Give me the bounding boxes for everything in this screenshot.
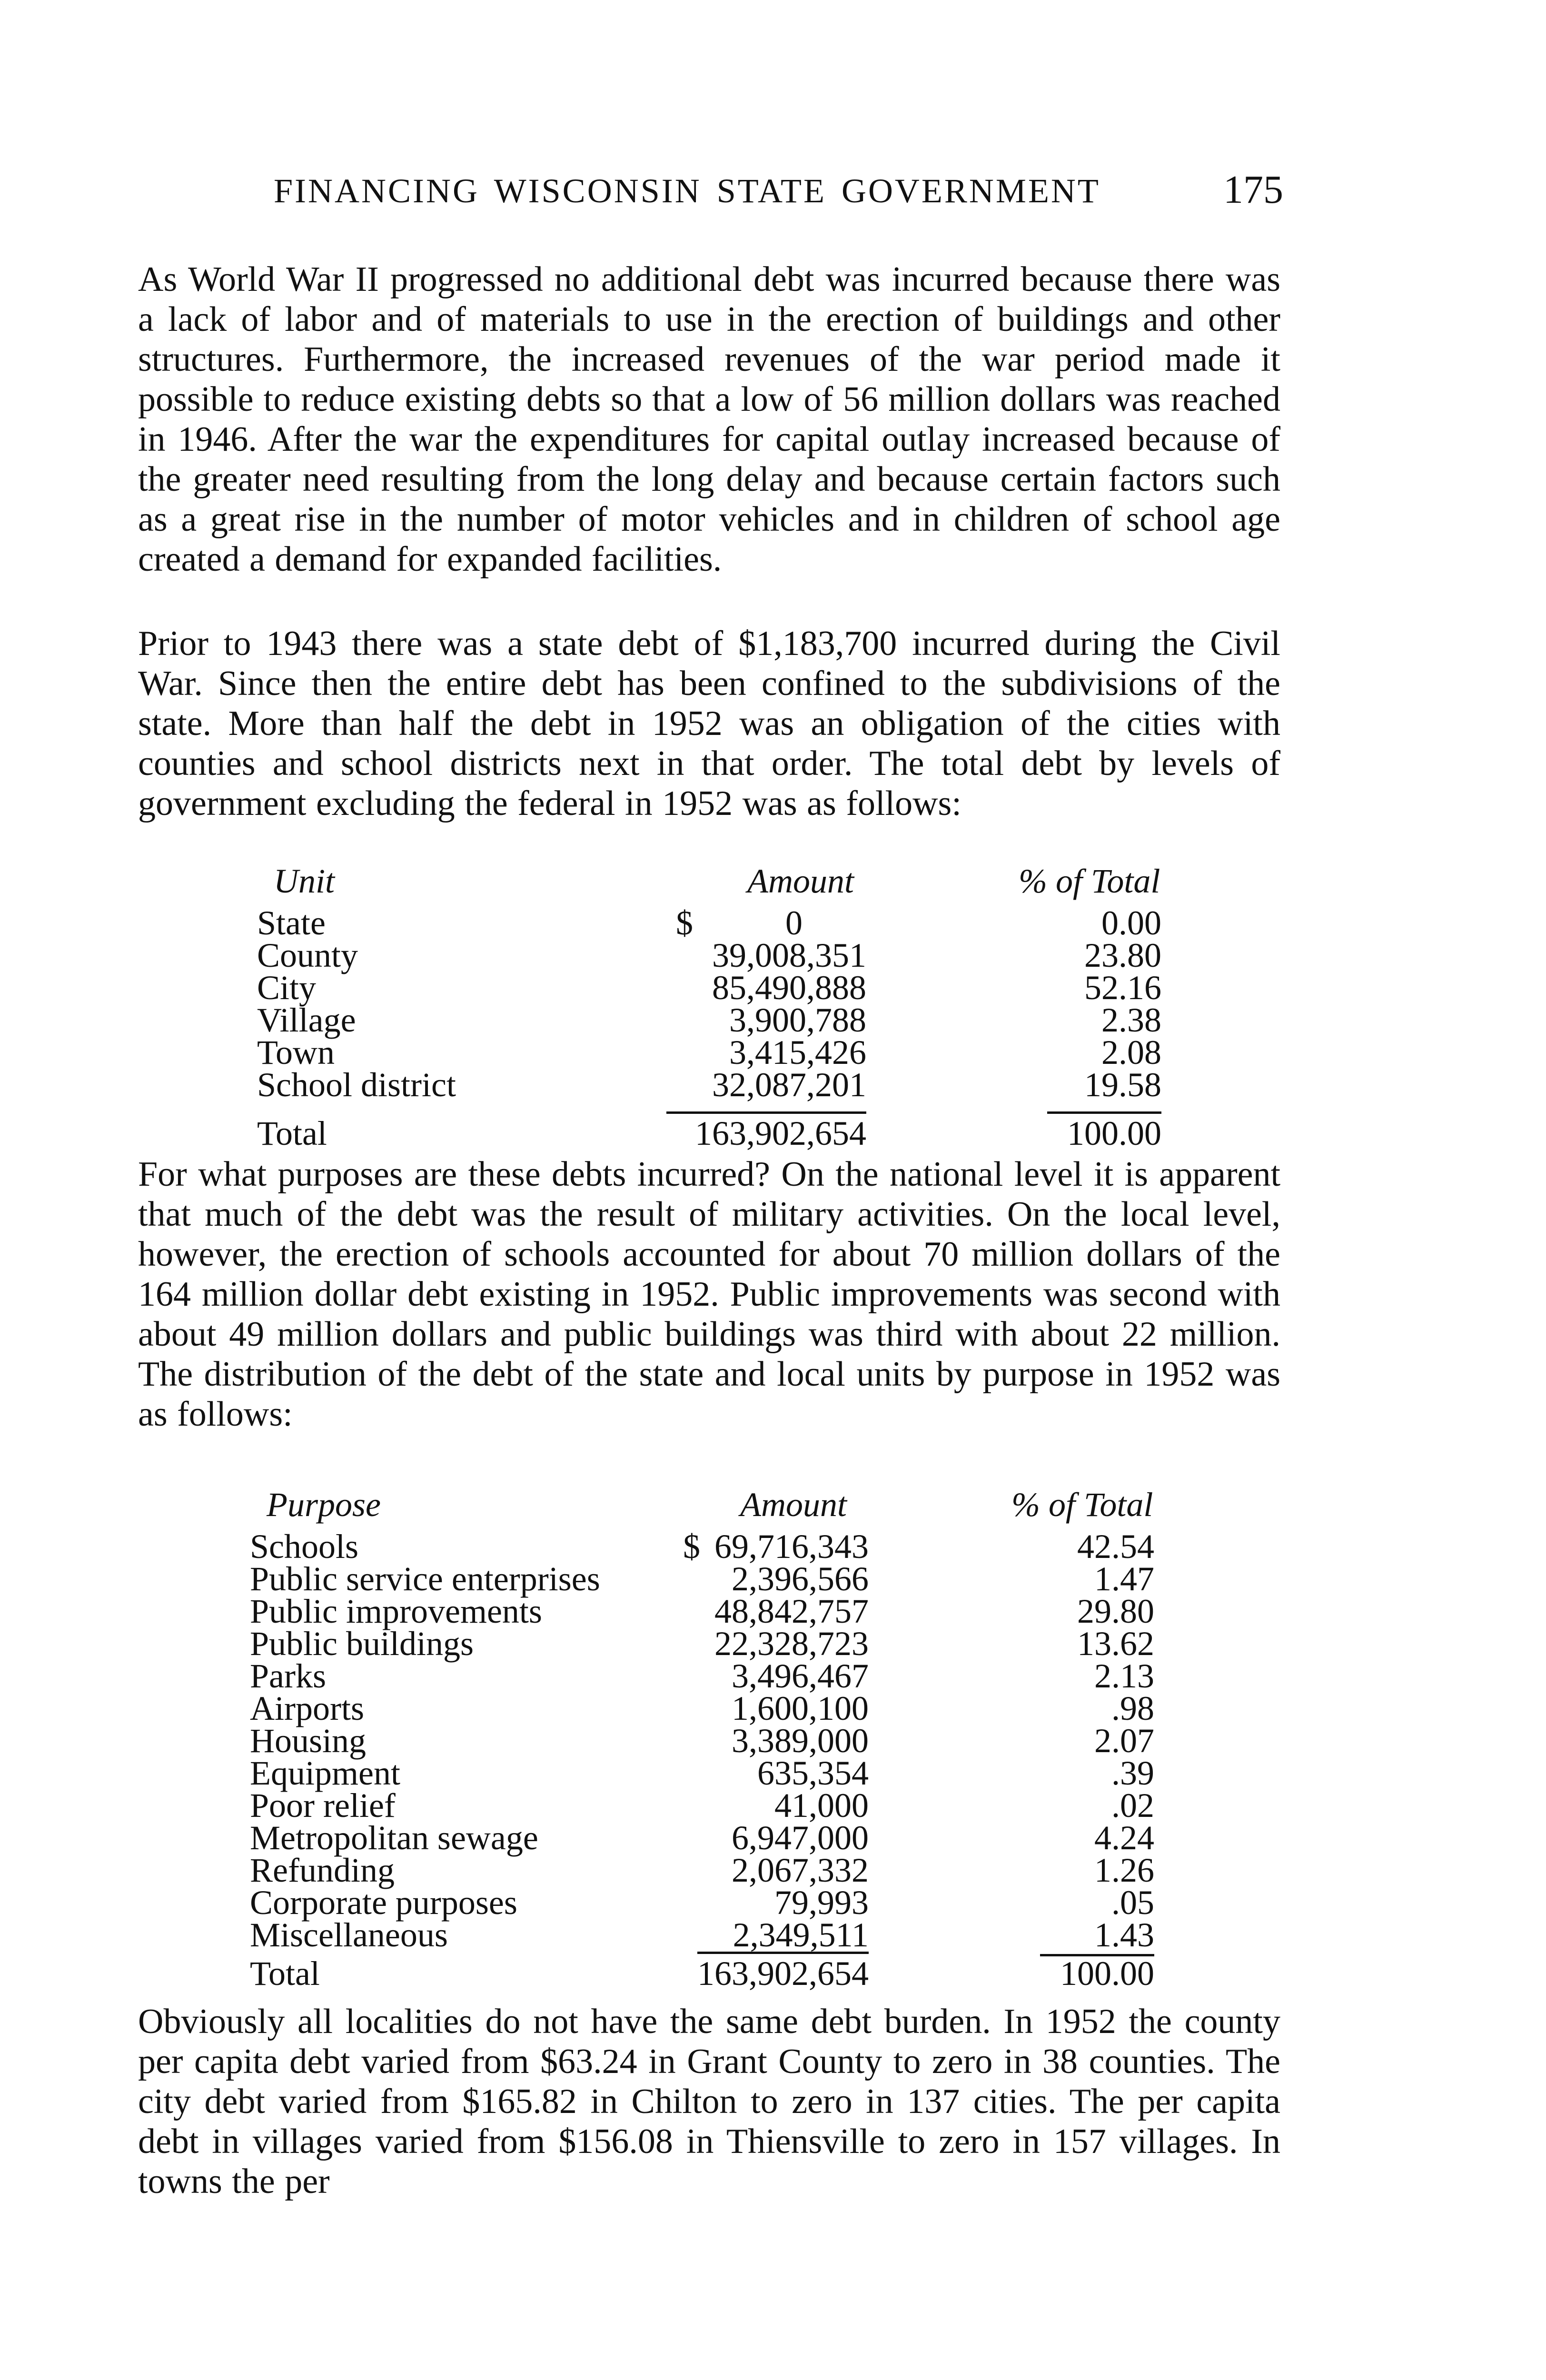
- row-amount: 69,716,343: [714, 1527, 869, 1566]
- paragraph-3: [138, 1154, 1280, 1434]
- page-number: 175: [1223, 168, 1283, 212]
- row-label: Airports: [250, 1689, 364, 1727]
- debt-by-purpose-table: [250, 1485, 1202, 2009]
- row-label: Housing: [250, 1722, 367, 1760]
- row-label: Public service enterprises: [250, 1560, 600, 1598]
- total-amount: 163,902,654: [697, 1954, 869, 1993]
- row-percent: 2.07: [1094, 1722, 1154, 1760]
- row-label: Corporate purposes: [250, 1884, 517, 1922]
- paragraph-3-text: For what purposes are these debts incurred? On the national level it is apparent that much of the debt was the result of military activities. On the local level, however, the erection of schools accounted for about 70 million dollars of the 164 million dollar debt existing in 1952. Public improvements was second with about 49 million dollars and public buildings was third with about 22 million. The distribution of the debt of the state and local units by purpose in 1952 was as follows:: [138, 1155, 1280, 1434]
- row-label: State: [257, 904, 326, 942]
- row-label: Metropolitan sewage: [250, 1819, 538, 1857]
- paragraph-2-text: Prior to 1943 there was a state debt of $1,183,700 incurred during the Civil War. Since then the entire debt has been confined to the subdivisions of the state. More than half the debt in 1952 was an obligation of the cities with counties and school districts next in that order. The total debt by levels of government excluding the federal in 1952 was as follows:: [138, 624, 1280, 823]
- row-percent: 1.26: [1094, 1851, 1154, 1889]
- row-percent: 2.08: [1101, 1033, 1161, 1071]
- row-label: Refunding: [250, 1851, 395, 1889]
- row-label: City: [257, 969, 317, 1007]
- row-label: Equipment: [250, 1754, 400, 1792]
- row-amount: 3,496,467: [732, 1657, 869, 1695]
- row-amount: 2,067,332: [732, 1851, 869, 1889]
- row-percent: .02: [1111, 1786, 1154, 1825]
- row-percent: .05: [1111, 1884, 1154, 1922]
- row-amount: 32,087,201: [712, 1066, 866, 1104]
- row-amount: 635,354: [757, 1754, 869, 1792]
- total-percent: 100.00: [1067, 1114, 1161, 1152]
- total-percent: 100.00: [1060, 1954, 1154, 1993]
- row-percent: .98: [1111, 1689, 1154, 1727]
- column-header-amount: Amount: [740, 1486, 847, 1524]
- row-percent: 19.58: [1084, 1066, 1161, 1104]
- row-label: Public improvements: [250, 1592, 542, 1630]
- dollar-sign: $: [676, 904, 693, 942]
- paragraph-1-text: As World War II progressed no additional debt was incurred because there was a lack of labor and of materials to use in the erection of buildings and other structures. Furthermore, the increased revenues of the war period made it possible to reduce existing debts so that a low of 56 million dollars was reached in 1946. After the war the expenditures for capital outlay increased because of the greater need resulting from the long delay and because certain factors such as a great rise in the number of motor vehicles and in children of school age created a demand for expanded facilities.: [138, 260, 1280, 579]
- row-amount: 6,947,000: [732, 1819, 869, 1857]
- row-percent: 4.24: [1094, 1819, 1154, 1857]
- paragraph-2: [138, 624, 1280, 823]
- row-label: School district: [257, 1066, 456, 1104]
- total-amount: 163,902,654: [695, 1114, 866, 1152]
- column-header-purpose: Purpose: [267, 1486, 381, 1524]
- row-amount: 39,008,351: [712, 936, 866, 974]
- row-amount: 3,900,788: [729, 1001, 866, 1039]
- row-label: Village: [257, 1001, 356, 1039]
- row-amount: 1,600,100: [732, 1689, 869, 1727]
- column-header-percent: % of Total: [1019, 862, 1160, 900]
- row-percent: 29.80: [1077, 1592, 1154, 1630]
- row-amount: 79,993: [774, 1884, 869, 1922]
- row-label: Poor relief: [250, 1786, 396, 1825]
- paragraph-1: [138, 259, 1280, 579]
- row-percent: 1.43: [1094, 1916, 1154, 1954]
- row-label: Schools: [250, 1527, 359, 1566]
- row-amount: 22,328,723: [714, 1625, 869, 1663]
- row-percent: 42.54: [1077, 1527, 1154, 1566]
- debt-by-unit-table: Unit Amount % of Total State $ 0 0.00 County 39,008,351 23.80 City 85,490,888 52.16 Village 3,900,788 2.38 Town 3,415,426 2.08 School district 32,087,201 19.58 Total 163,902,654 100.00: [257, 862, 1161, 1152]
- row-percent: 1.47: [1094, 1560, 1154, 1598]
- paragraph-4-text: Obviously all localities do not have the same debt burden. In 1952 the county per capita debt varied from $63.24 in Grant County to zero in 38 counties. The city debt varied from $165.82 in Chilton to zero in 137 cities. The per capita debt in villages varied from $156.08 in Thiensville to zero in 157 villages. In towns the per: [138, 2002, 1280, 2201]
- column-header-percent: % of Total: [1011, 1486, 1153, 1524]
- row-label: Town: [257, 1033, 335, 1071]
- column-header-amount: Amount: [747, 862, 854, 900]
- row-percent: .39: [1111, 1754, 1154, 1792]
- row-label: Parks: [250, 1657, 326, 1695]
- total-label: Total: [250, 1954, 320, 1993]
- row-amount: 3,389,000: [732, 1722, 869, 1760]
- row-percent: 0.00: [1101, 904, 1161, 942]
- row-amount: 2,349,511: [733, 1916, 869, 1954]
- row-amount: 41,000: [774, 1786, 869, 1825]
- row-amount: 85,490,888: [712, 969, 866, 1007]
- row-percent: 52.16: [1084, 969, 1161, 1007]
- row-amount: 3,415,426: [729, 1033, 866, 1071]
- row-label: County: [257, 936, 358, 974]
- column-header-unit: Unit: [274, 862, 335, 900]
- row-label: Public buildings: [250, 1625, 474, 1663]
- row-percent: 23.80: [1084, 936, 1161, 974]
- paragraph-4: [138, 2002, 1280, 2202]
- row-percent: 2.38: [1101, 1001, 1161, 1039]
- dollar-sign: $: [683, 1527, 700, 1566]
- row-percent: 13.62: [1077, 1625, 1154, 1663]
- row-amount: 48,842,757: [714, 1592, 869, 1630]
- row-amount: 2,396,566: [732, 1560, 869, 1598]
- running-head: FINANCING WISCONSIN STATE GOVERNMENT: [274, 172, 1100, 210]
- row-label: Miscellaneous: [250, 1916, 448, 1954]
- row-percent: 2.13: [1094, 1657, 1154, 1695]
- total-label: Total: [257, 1114, 327, 1152]
